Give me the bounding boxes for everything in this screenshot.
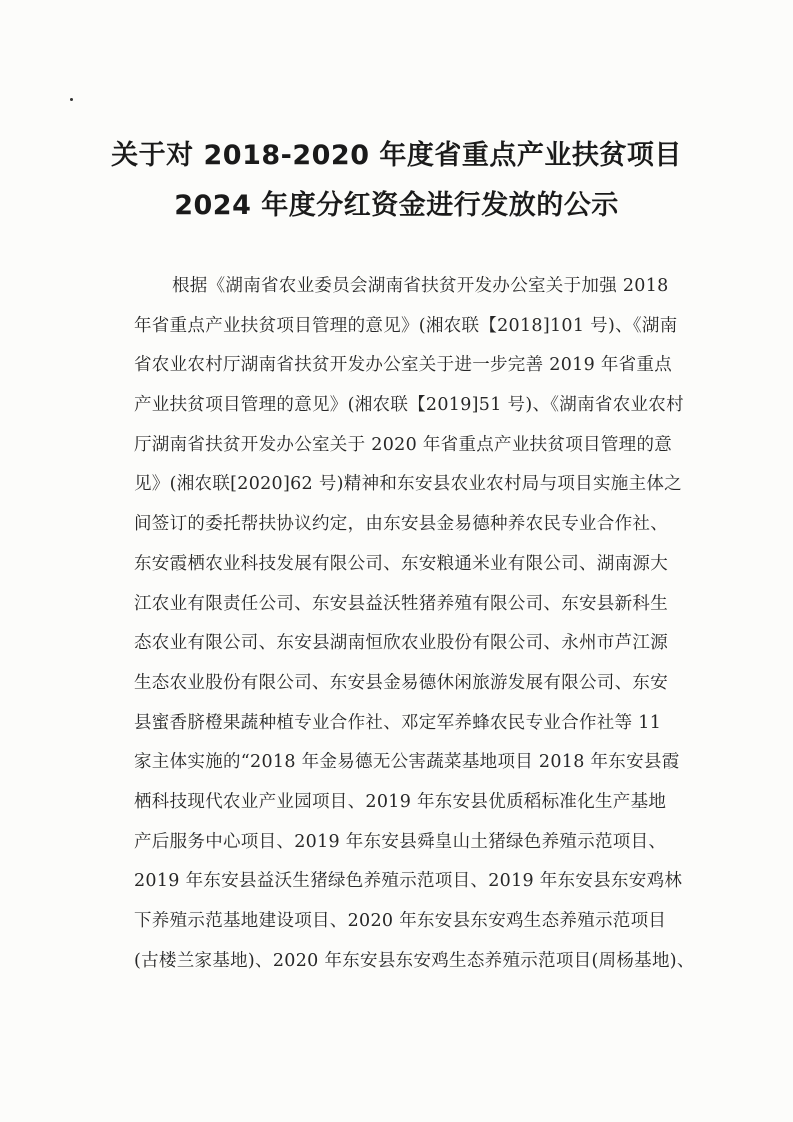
body-line: (古楼兰家基地)、2020 年东安县东安鸡生态养殖示范项目(周杨基地)、 xyxy=(134,950,695,971)
body-line: 东安霞栖农业科技发展有限公司、东安粮通米业有限公司、湖南源大 xyxy=(134,553,668,574)
body-line: 省农业农村厅湖南省扶贫开发办公室关于进一步完善 2019 年省重点 xyxy=(134,355,673,376)
body-line: 见》(湘农联[2020]62 号)精神和东安县农业农村局与项目实施主体之 xyxy=(134,474,682,495)
body-line: 厅湖南省扶贫开发办公室关于 2020 年省重点产业扶贫项目管理的意 xyxy=(134,434,673,455)
body-line: 生态农业股份有限公司、东安县金易德休闲旅游发展有限公司、东安 xyxy=(134,672,668,693)
body-paragraph xyxy=(134,267,694,981)
body-line: 年省重点产业扶贫项目管理的意见》(湘农联【2018]101 号)、《湖南 xyxy=(134,315,678,336)
body-line: 间签订的委托帮扶协议约定，由东安县金易德种养农民专业合作社、 xyxy=(134,514,668,535)
scan-speck xyxy=(70,98,73,101)
title-line-2: 2024 年度分红资金进行发放的公示 xyxy=(174,190,619,221)
title-line-1: 关于对 2018-2020 年度省重点产业扶贫项目 xyxy=(111,140,682,171)
body-line: 产业扶贫项目管理的意见》(湘农联【2019]51 号)、《湖南省农业农村 xyxy=(134,395,684,416)
body-line: 县蜜香脐橙果蔬种植专业合作社、邓定军养蜂农民专业合作社等 11 xyxy=(134,712,662,733)
body-line: 江农业有限责任公司、东安县益沃牲猪养殖有限公司、东安县新科生 xyxy=(134,593,668,614)
body-line: 根据《湖南省农业委员会湖南省扶贫开发办公室关于加强 2018 xyxy=(172,276,669,296)
body-line: 下养殖示范基地建设项目、2020 年东安县东安鸡生态养殖示范项目 xyxy=(134,911,667,931)
body-line: 2019 年东安县益沃生猪绿色养殖示范项目、2019 年东安县东安鸡林 xyxy=(134,871,683,892)
body-line: 家主体实施的“2018 年金易德无公害蔬菜基地项目 2018 年东安县霞 xyxy=(134,752,680,773)
body-line: 态农业有限公司、东安县湖南恒欣农业股份有限公司、永州市芦江源 xyxy=(134,633,668,654)
body-line: 产后服务中心项目、2019 年东安县舜皇山土猪绿色养殖示范项目、 xyxy=(134,831,667,852)
body-line: 栖科技现代农业产业园项目、2019 年东安县优质稻标准化生产基地 xyxy=(134,791,667,812)
